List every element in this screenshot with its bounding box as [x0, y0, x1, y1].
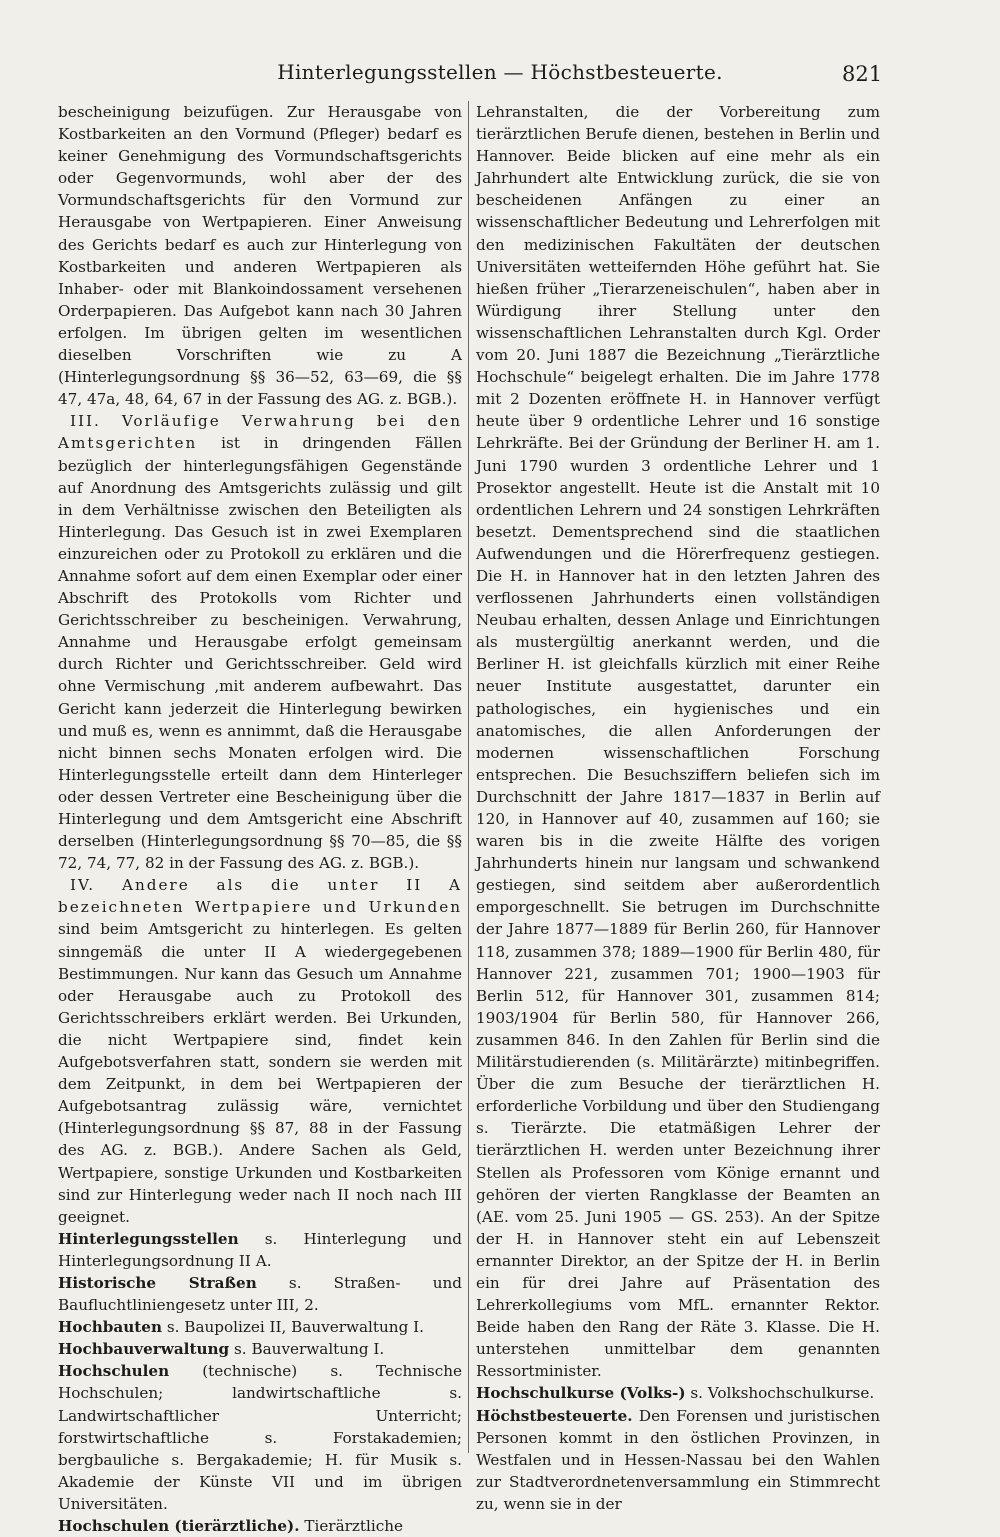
left-column [58, 101, 462, 1537]
entry-headword: Hochschulkurse (Volks-) [476, 1384, 686, 1403]
entry-headword: Höchstbesteuerte. [476, 1406, 633, 1425]
entry-headword: Hochbauverwaltung [58, 1340, 230, 1359]
entry-text: s. Bauverwaltung I. [229, 1340, 385, 1359]
entry-text: Tierärztliche [299, 1517, 403, 1535]
entry-hochschulen-tieraerztliche [58, 1515, 462, 1537]
entry-text: s. Straßen- und Baufluchtliniengesetz unter III, 2. [58, 1273, 462, 1315]
entry-headword: Hochschulen (tierärztliche). [58, 1517, 300, 1535]
entry-text: Den Forensen und juristischen Personen kommt in den östlichen Provinzen, in Westfalen und in Hessen-Nassau bei den Wahlen zur Stadtverordnetenversammlung ein Stimmrecht zu, wenn sie in der [476, 1406, 880, 1513]
entry-text: (technische) s. Technische Hochschulen; landwirtschaftliche s. Landwirtschaftlicher Unterricht; forstwirtschaftliche s. Forstakademien; bergbauliche s. Bergakademie; H. für Musik s. Akademie der Künste VII und im übrigen Universitäten. [58, 1362, 462, 1513]
section-iv-text: sind beim Amtsgericht zu hinterlegen. Es gelten sinngemäß die unter II A wiedergegebenen Bestimmungen. Nur kann das Gesuch um Annahme oder Herausgabe auch zu Protokoll des Gerichtsschreibers erklärt werden. Bei Urkunden, die nicht Wertpapiere sind, findet kein Aufgebotsverfahren statt, sondern sie werden mit dem Zeitpunkt, in dem bei Wertpapieren der Aufgebotsantrag zulässig wäre, vernichtet (Hinterlegungsordnung §§ 87, 88 in der Fassung des AG. z. BGB.). Andere Sachen als Geld, Wertpapiere, sonstige Urkunden und Kostbarkeiten sind zur Hinterlegung weder nach II noch nach III geeignet. [58, 920, 462, 1226]
entry-text: s. Hinterlegung und Hinterlegungsordnung II A. [58, 1229, 462, 1270]
section-iii-lead: III. Vorläufige Verwahrung bei den Amtsgerichten [58, 412, 462, 453]
paragraph-section-iii [58, 410, 462, 874]
entry-headword: Hinterlegungsstellen [58, 1229, 239, 1248]
entry-hoechstbesteuerte [476, 1405, 880, 1515]
paragraph-section-iv [58, 874, 462, 1228]
entry-headword: Hochschulen [58, 1362, 170, 1381]
entry-hochbauverwaltung [58, 1338, 462, 1360]
entry-hochschulkurse [476, 1382, 880, 1404]
paragraph-tieraerztliche-hochschulen: Lehranstalten, die der Vorbereitung zum tierärztlichen Berufe dienen, bestehen in Berlin und Hannover. Beide blicken auf eine mehr als ein Jahrhundert alte Entwicklung zurück, die sie von bescheidenen Anfängen zu einer an wissenschaftlicher Bedeutung und Lehrerfolgen mit den medizinischen Fakultäten der deutschen Universitäten wetteifernden Höhe geführt hat. Sie hießen früher „Tierarzeneischulen“, haben aber in Würdigung ihrer Stellung unter den wissenschaftlichen Lehranstalten durch Kgl. Order vom 20. Juni 1887 die Bezeichnung „Tierärztliche Hochschule“ beigelegt erhalten. Die im Jahre 1778 mit 2 Dozenten eröffnete H. in Hannover verfügt heute über 9 ordentliche Lehrer und 16 sonstige Lehrkräfte. Bei der Gründung der Berliner H. am 1. Juni 1790 wurden 3 ordentliche Lehrer und 1 Prosektor angestellt. Heute ist die Anstalt mit 10 ordentlichen Lehrern und 24 sonstigen Lehrkräften besetzt. Dementsprechend sind die staatlichen Aufwendungen und die Hörerfrequenz gestiegen. Die H. in Hannover hat in den letzten Jahren des verflossenen Jahrhunderts einen vollständigen Neubau erhalten, dessen Anlage und Einrichtungen als mustergültig anerkannt werden, und die Berliner H. ist gleichfalls kürzlich mit einer Reihe neuer Institute ausgestattet, darunter ein pathologisches, ein hygienisches und ein anatomisches, die allen Anforderungen der modernen wissenschaftlichen Forschung entsprechen. Die Besuchsziffern beliefen sich im Durchschnitt der Jahre 1817—1837 in Berlin auf 120, in Hannover auf 40, zusammen auf 160; sie waren bis in die zweite Hälfte des vorigen Jahrhunderts hinein nur langsam und schwankend gestiegen, sind seitdem aber außerordentlich emporgeschnellt. Sie betrugen im Durchschnitte der Jahre 1877—1889 für Berlin 260, für Hannover 118, zusammen 378; 1889—1900 für Berlin 480, für Hannover 221, zusammen 701; 1900—1903 für Berlin 512, für Hannover 301, zusammen 814; 1903/1904 für Berlin 580, für Hannover 266, zusammen 846. In den Zahlen für Berlin sind die Militärstudierenden (s. Militärärzte) mitinbegriffen. Über die zum Besuche der tierärztlichen H. erforderliche Vorbildung und über den Studiengang s. Tierärzte. Die etatmäßigen Lehrer der tierärztlichen H. werden unter Bezeichnung ihrer Stellen als Professoren vom Könige ernannt und gehören der vierten Rangklasse der Beamten an (AE. vom 25. Juni 1905 — GS. 253). An der Spitze der H. in Hannover steht ein auf Lebenszeit ernannter Direktor, an der Spitze der H. in Berlin ein für drei Jahre auf Präsentation des Lehrerkollegiums vom MfL. ernannter Rektor. Beide haben den Rang der Räte 3. Klasse. Die H. unterstehen unmittelbar dem genannten Ressortminister. [476, 103, 880, 1381]
entry-text: s. Volkshochschulkurse. [685, 1384, 875, 1403]
entry-hinterlegungsstellen [58, 1228, 462, 1272]
entry-headword: Historische Straßen [58, 1273, 257, 1292]
right-column [476, 101, 880, 1515]
entry-hochschulen [58, 1360, 462, 1515]
entry-headword: Hochbauten [58, 1318, 162, 1337]
entry-historische-strassen [58, 1272, 462, 1316]
page-number: 821 [842, 62, 883, 86]
paragraph-continuation: bescheinigung beizufügen. Zur Herausgabe von Kostbarkeiten an den Vormund (Pfleger) bedarf es keiner Genehmigung des Vormundschaftsgerichts oder Gegenvormunds, wohl aber der des Vormundschaftsgerichts für den Vormund zur Herausgabe von Wertpapieren. Einer Anweisung des Gerichts bedarf es auch zur Hinterlegung von Kostbarkeiten und anderen Wertpapieren als Inhaber- oder mit Blankoindossament versehenen Orderpapieren. Das Aufgebot kann nach 30 Jahren erfolgen. Im übrigen gelten im wesentlichen dieselben Vorschriften wie zu A (Hinterlegungsordnung §§ 36—52, 63—69, die §§ 47, 47a, 48, 64, 67 in der Fassung des AG. z. BGB.). [58, 103, 462, 409]
entry-text: s. Baupolizei II, Bauverwaltung I. [162, 1318, 424, 1337]
section-iii-text: ist in dringenden Fällen bezüglich der hinterlegungsfähigen Gegenstände auf Anordnung des Amtsgerichts zulässig und gilt in dem Verhältnisse zwischen den Beteiligten als Hinterlegung. Das Gesuch ist in zwei Exemplaren einzureichen oder zu Protokoll zu erklären und die Annahme sofort auf dem einen Exemplar oder einer Abschrift des Protokolls vom Richter und Gerichtsschreiber zu bescheinigen. Verwahrung, Annahme und Herausgabe erfolgt gemeinsam durch Richter und Gerichtsschreiber. Geld wird ohne Vermischung ‚mit anderem aufbewahrt. Das Gericht kann jederzeit die Hinterlegung bewirken und muß es, wenn es annimmt, daß die Herausgabe nicht binnen sechs Monaten erfolgen wird. Die Hinterlegungsstelle erteilt dann dem Hinterleger oder dessen Vertreter eine Bescheinigung über die Hinterlegung und dem Amtsgericht eine Abschrift derselben (Hinterlegungsordnung §§ 70—85, die §§ 72, 74, 77, 82 in der Fassung des AG. z. BGB.). [58, 434, 462, 873]
section-iv-lead: IV. Andere als die unter II A bezeichneten Wertpapiere und Urkunden [58, 876, 462, 917]
column-rule [468, 101, 469, 1453]
running-title: Hinterlegungsstellen — Höchstbesteuerte. [277, 60, 723, 84]
entry-hochbauten [58, 1316, 462, 1338]
